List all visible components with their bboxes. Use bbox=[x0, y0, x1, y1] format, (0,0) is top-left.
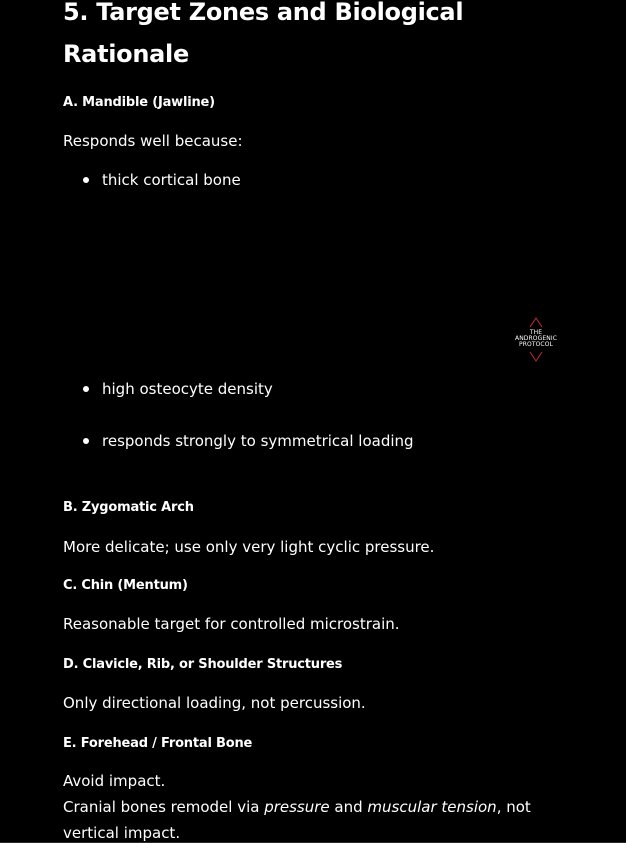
bullet-icon bbox=[83, 386, 89, 392]
bullet-icon bbox=[83, 438, 89, 444]
section-title-line-1: 5. Target Zones and Biological bbox=[63, 0, 464, 26]
list-item-text: high osteocyte density bbox=[102, 380, 273, 398]
logo-line-3: PROTOCOL bbox=[519, 341, 553, 348]
subheading-mandible: A. Mandible (Jawline) bbox=[63, 95, 215, 110]
forehead-text-3: vertical impact. bbox=[63, 824, 181, 842]
mandible-intro: Responds well because: bbox=[63, 132, 243, 150]
forehead-text-1: Avoid impact. bbox=[63, 772, 166, 790]
subheading-chin: C. Chin (Mentum) bbox=[63, 578, 188, 593]
list-item-text: thick cortical bone bbox=[102, 171, 241, 189]
chin-text: Reasonable target for controlled microstrain. bbox=[63, 615, 400, 633]
zygomatic-text: More delicate; use only very light cyclic pressure. bbox=[63, 538, 435, 556]
bullet-icon bbox=[83, 177, 89, 183]
subheading-forehead: E. Forehead / Frontal Bone bbox=[63, 736, 253, 751]
logo-bottom-chevron bbox=[530, 352, 542, 361]
subheading-zygomatic: B. Zygomatic Arch bbox=[63, 500, 194, 515]
logo-top-chevron bbox=[530, 318, 542, 327]
androgenic-protocol-logo bbox=[506, 317, 566, 363]
subheading-clavicle: D. Clavicle, Rib, or Shoulder Structures bbox=[63, 657, 343, 672]
clavicle-text: Only directional loading, not percussion. bbox=[63, 694, 366, 712]
logo-line-2: ANDROGENIC bbox=[515, 335, 557, 342]
logo-line-1: THE bbox=[529, 329, 543, 336]
list-item-text: responds strongly to symmetrical loading bbox=[102, 432, 414, 450]
section-title-line-2: Rationale bbox=[63, 40, 189, 68]
forehead-text-2: Cranial bones remodel via pressure and muscular tension, not bbox=[63, 798, 531, 816]
